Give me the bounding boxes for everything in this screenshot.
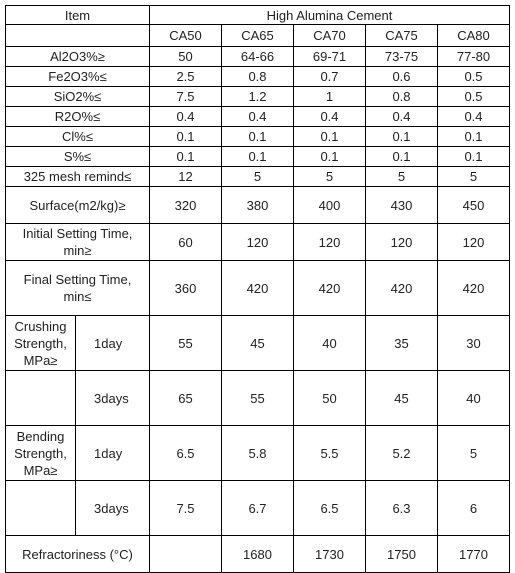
value-cell: 1.2	[222, 87, 294, 107]
value-cell: 5	[366, 167, 438, 187]
value-cell: 120	[438, 224, 510, 261]
value-cell: 6.3	[366, 481, 438, 536]
value-cell: 55	[222, 371, 294, 426]
grade-header: CA80	[438, 25, 510, 47]
value-cell: 12	[150, 167, 222, 187]
value-cell: 2.5	[150, 67, 222, 87]
value-cell: 35	[366, 316, 438, 371]
value-cell: 5	[222, 167, 294, 187]
value-cell: 120	[366, 224, 438, 261]
table-row	[6, 224, 510, 261]
table-row	[6, 316, 510, 371]
value-cell: 7.5	[150, 481, 222, 536]
value-cell: 73-75	[366, 47, 438, 67]
value-cell: 0.1	[222, 127, 294, 147]
property-label: Fe2O3%≤	[6, 67, 150, 87]
empty-label-cell	[6, 481, 76, 536]
table-row	[6, 187, 510, 224]
value-cell: 0.7	[294, 67, 366, 87]
value-cell: 420	[366, 261, 438, 316]
value-cell: 50	[294, 371, 366, 426]
value-cell: 0.4	[150, 107, 222, 127]
spec-table	[5, 5, 510, 573]
value-cell: 5	[438, 426, 510, 481]
age-label: 3days	[76, 371, 150, 426]
value-cell: 5.5	[294, 426, 366, 481]
value-cell: 30	[438, 316, 510, 371]
table-row	[6, 536, 510, 573]
value-cell: 0.1	[150, 147, 222, 167]
value-cell: 0.4	[294, 107, 366, 127]
value-cell: 320	[150, 187, 222, 224]
property-label: Surface(m2/kg)≥	[6, 187, 150, 224]
value-cell: 0.5	[438, 67, 510, 87]
cement-group-header: High Alumina Cement	[150, 6, 510, 25]
property-label: S%≤	[6, 147, 150, 167]
header-row-1	[6, 6, 510, 25]
value-cell: 400	[294, 187, 366, 224]
value-cell: 6.5	[150, 426, 222, 481]
value-cell: 7.5	[150, 87, 222, 107]
value-cell: 64-66	[222, 47, 294, 67]
value-cell: 0.1	[366, 127, 438, 147]
grade-header: CA65	[222, 25, 294, 47]
value-cell: 5	[438, 167, 510, 187]
table-row	[6, 107, 510, 127]
value-cell: 55	[150, 316, 222, 371]
table-row	[6, 47, 510, 67]
value-cell: 120	[294, 224, 366, 261]
value-cell: 420	[294, 261, 366, 316]
value-cell: 420	[438, 261, 510, 316]
strength-label: Crushing Strength, MPa≥	[6, 316, 76, 371]
value-cell: 0.1	[438, 147, 510, 167]
age-label: 3days	[76, 481, 150, 536]
value-cell: 360	[150, 261, 222, 316]
table-row	[6, 481, 510, 536]
table-row	[6, 87, 510, 107]
property-label: Cl%≤	[6, 127, 150, 147]
value-cell: 1730	[294, 536, 366, 573]
table-row	[6, 127, 510, 147]
property-label: Initial Setting Time, min≥	[6, 224, 150, 261]
value-cell: 6	[438, 481, 510, 536]
table-row	[6, 261, 510, 316]
value-cell: 1750	[366, 536, 438, 573]
property-label: SiO2%≤	[6, 87, 150, 107]
strength-label: Bending Strength, MPa≥	[6, 426, 76, 481]
property-label: Refractoriness (°C)	[6, 536, 150, 573]
value-cell: 5.2	[366, 426, 438, 481]
value-cell: 0.4	[438, 107, 510, 127]
value-cell: 0.1	[366, 147, 438, 167]
value-cell: 45	[366, 371, 438, 426]
value-cell: 40	[438, 371, 510, 426]
property-label: 325 mesh remind≤	[6, 167, 150, 187]
value-cell: 40	[294, 316, 366, 371]
value-cell: 1680	[222, 536, 294, 573]
value-cell	[150, 536, 222, 573]
table-row	[6, 67, 510, 87]
table-row	[6, 426, 510, 481]
value-cell: 1	[294, 87, 366, 107]
item-header: Item	[6, 6, 150, 25]
value-cell: 50	[150, 47, 222, 67]
value-cell: 45	[222, 316, 294, 371]
value-cell: 60	[150, 224, 222, 261]
value-cell: 450	[438, 187, 510, 224]
value-cell: 0.4	[366, 107, 438, 127]
value-cell: 0.1	[222, 147, 294, 167]
value-cell: 5	[294, 167, 366, 187]
table-row	[6, 371, 510, 426]
value-cell: 0.1	[294, 127, 366, 147]
grade-header: CA75	[366, 25, 438, 47]
value-cell: 430	[366, 187, 438, 224]
empty-label-cell	[6, 371, 76, 426]
value-cell: 0.8	[222, 67, 294, 87]
empty-header-cell	[6, 25, 150, 47]
value-cell: 0.5	[438, 87, 510, 107]
value-cell: 0.6	[366, 67, 438, 87]
table-row	[6, 147, 510, 167]
value-cell: 120	[222, 224, 294, 261]
value-cell: 5.8	[222, 426, 294, 481]
value-cell: 380	[222, 187, 294, 224]
value-cell: 0.1	[438, 127, 510, 147]
value-cell: 0.1	[150, 127, 222, 147]
property-label: Final Setting Time, min≤	[6, 261, 150, 316]
table-body	[6, 6, 510, 573]
age-label: 1day	[76, 426, 150, 481]
grade-header: CA50	[150, 25, 222, 47]
property-label: Al2O3%≥	[6, 47, 150, 67]
value-cell: 6.7	[222, 481, 294, 536]
value-cell: 69-71	[294, 47, 366, 67]
value-cell: 6.5	[294, 481, 366, 536]
value-cell: 0.4	[222, 107, 294, 127]
value-cell: 65	[150, 371, 222, 426]
header-row-grades	[6, 25, 510, 47]
property-label: R2O%≤	[6, 107, 150, 127]
age-label: 1day	[76, 316, 150, 371]
grade-header: CA70	[294, 25, 366, 47]
table-row	[6, 167, 510, 187]
value-cell: 0.8	[366, 87, 438, 107]
value-cell: 1770	[438, 536, 510, 573]
value-cell: 0.1	[294, 147, 366, 167]
value-cell: 77-80	[438, 47, 510, 67]
value-cell: 420	[222, 261, 294, 316]
